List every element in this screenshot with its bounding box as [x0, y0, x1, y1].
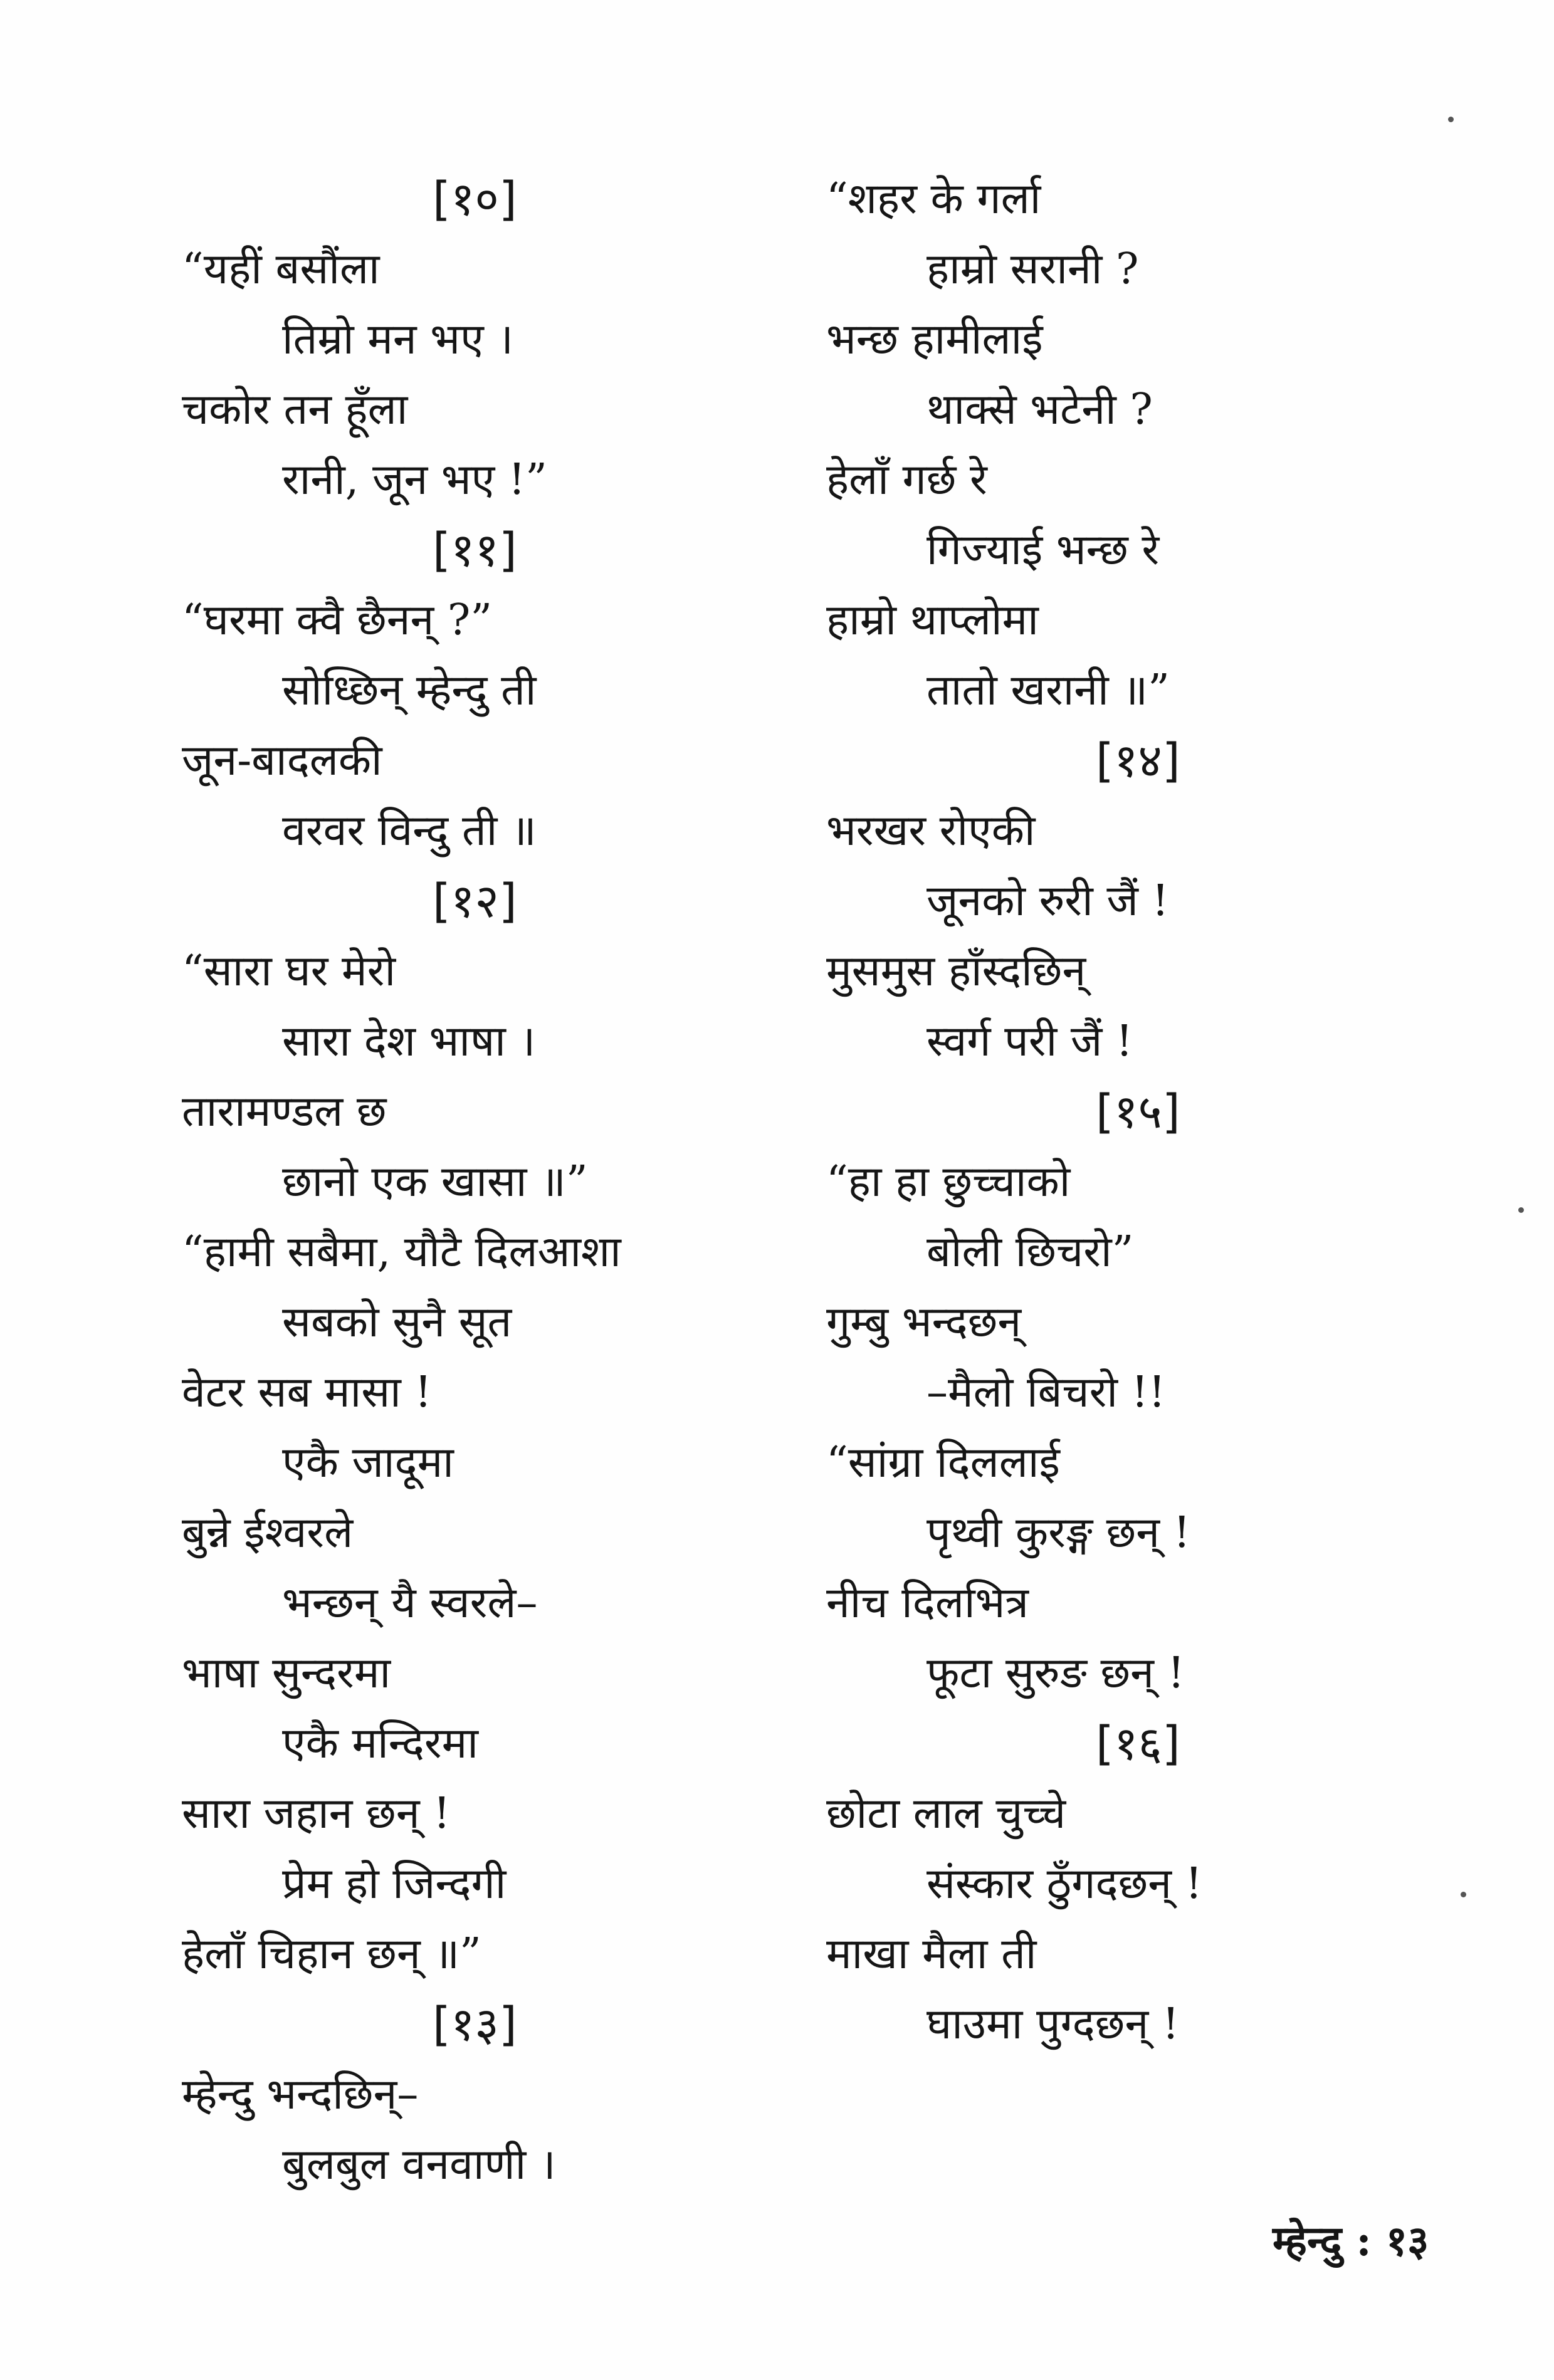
verse-line: एकै जादूमा	[282, 1438, 454, 1487]
verse-line: गिज्याई भन्छ रे	[927, 525, 1160, 575]
verse-number: [१०]	[433, 172, 517, 226]
verse-line: भन्छन् यै स्वरले–	[282, 1578, 538, 1628]
verse-number: [१५]	[1096, 1085, 1180, 1139]
right-column	[826, 164, 1340, 2060]
verse-line: जून-बादलकी	[182, 736, 382, 785]
verse-line: भरखर रोएकी	[826, 806, 1036, 856]
verse-line: तारामण्डल छ	[182, 1087, 387, 1136]
verse-line: पृथ्वी कुरङ्ग छन् !	[927, 1508, 1190, 1558]
verse-line: तातो खरानी ॥”	[927, 666, 1170, 715]
verse-line: भन्छ हामीलाई	[826, 315, 1043, 364]
verse-number: [१३]	[433, 1998, 517, 2052]
verse-line: हाम्रो थाप्लोमा	[826, 595, 1039, 645]
verse-line: म्हेन्दु भन्दछिन्–	[182, 2070, 419, 2119]
verse-line: “यहीं बसौंला	[182, 244, 380, 294]
scan-speck	[1448, 117, 1454, 122]
verse-line: मुसमुस हाँस्दछिन्	[826, 946, 1086, 996]
page-footer: म्हेन्दु : १३	[1273, 2216, 1429, 2265]
verse-number: [१४]	[1096, 734, 1180, 788]
verse-line: फूटा सुरुङ छन् !	[927, 1649, 1185, 1698]
verse-line: भाषा सुन्दरमा	[182, 1649, 391, 1698]
verse-line: माखा मैला ती	[826, 1929, 1037, 1979]
verse-line: जूनको रुरी जैं !	[927, 876, 1169, 926]
verse-line: वरवर विन्दु ती ॥	[282, 806, 537, 856]
verse-number: [१६]	[1096, 1717, 1180, 1771]
verse-line: “शहर के गर्ला	[826, 174, 1041, 224]
verse-line: सबको सुनै सूत	[282, 1297, 512, 1347]
verse-line: सारा जहान छन् !	[182, 1789, 451, 1838]
verse-line: वेटर सब मासा !	[182, 1368, 432, 1417]
verse-line: हेलाँ गर्छ रे	[826, 455, 987, 505]
verse-line: प्रेम हो जिन्दगी	[282, 1859, 507, 1909]
verse-line: “सांग्रा दिललाई	[826, 1438, 1060, 1487]
verse-line: एकै मन्दिरमा	[282, 1719, 478, 1768]
verse-line: बुन्ने ईश्वरले	[182, 1508, 354, 1558]
verse-line: थाक्से भटेनी ?	[927, 385, 1153, 434]
verse-line: संस्कार ठुँगदछन् !	[927, 1859, 1202, 1909]
verse-line: तिम्रो मन भए ।	[282, 315, 514, 364]
verse-line: –मैलो बिचरो !!	[927, 1368, 1166, 1417]
verse-line: हेलाँ चिहान छन् ॥”	[182, 1929, 481, 1979]
verse-line: सोध्छिन् म्हेन्दु ती	[282, 666, 537, 715]
scan-speck	[1518, 1207, 1524, 1213]
verse-line: स्वर्ग परी जैं !	[927, 1017, 1133, 1066]
verse-line: “हामी सबैमा, यौटै दिलआशा	[182, 1227, 621, 1277]
verse-line: नीच दिलभित्र	[826, 1578, 1029, 1628]
verse-line: बोली छिचरो”	[927, 1227, 1134, 1277]
verse-line: छोटा लाल चुच्चे	[826, 1789, 1066, 1838]
verse-line: “सारा घर मेरो	[182, 946, 396, 996]
verse-line: “घरमा क्वै छैनन् ?”	[182, 595, 493, 645]
verse-line: घाउमा पुग्दछन् !	[927, 2000, 1180, 2049]
verse-number: [१२]	[433, 874, 517, 928]
verse-line: “हा हा छुच्चाको	[826, 1157, 1071, 1207]
verse-line: चकोर तन हूँला	[182, 385, 408, 434]
verse-line: बुलबुल वनवाणी ।	[282, 2140, 556, 2189]
verse-line: छानो एक खासा ॥”	[282, 1157, 588, 1207]
verse-line: रानी, जून भए !”	[282, 455, 547, 505]
verse-line: सारा देश भाषा ।	[282, 1017, 536, 1066]
verse-number: [११]	[433, 523, 517, 577]
verse-line: हाम्रो सरानी ?	[927, 244, 1139, 294]
verse-line: गुम्बु भन्दछन्	[826, 1297, 1022, 1347]
left-column	[182, 164, 721, 2200]
scan-speck	[1461, 1892, 1466, 1897]
